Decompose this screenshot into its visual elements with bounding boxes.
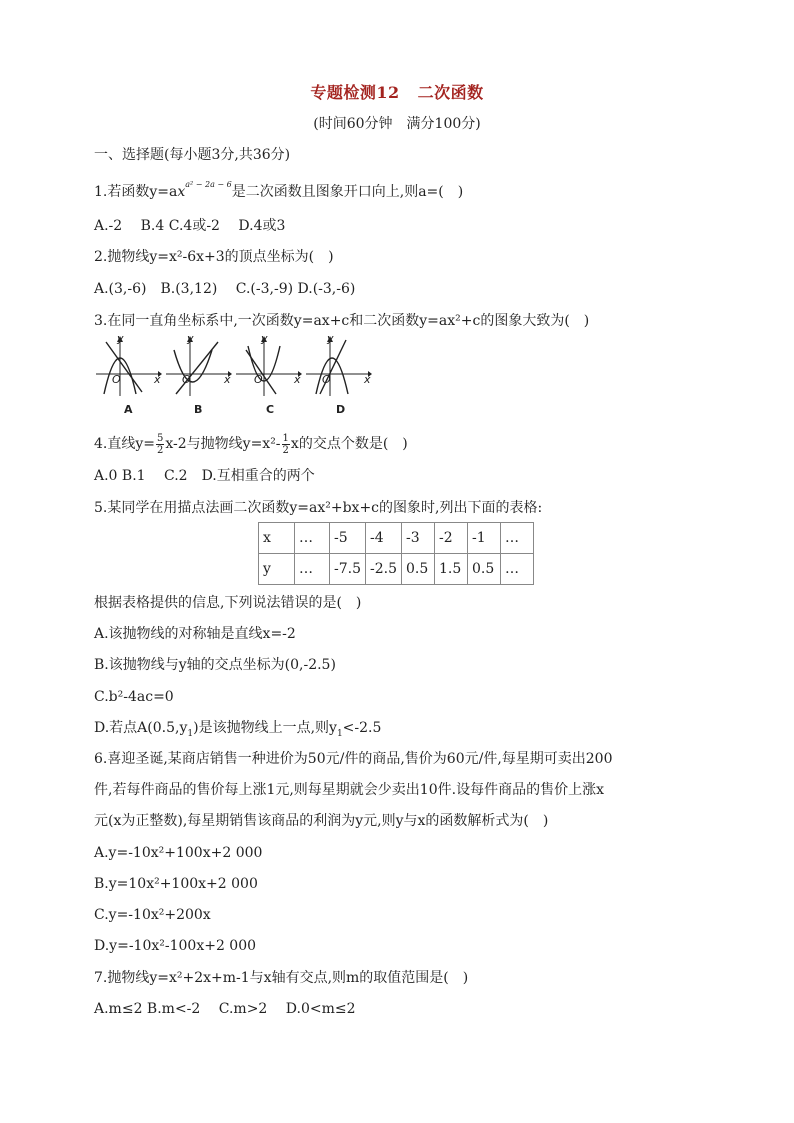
table-cell: 1.5 (435, 554, 468, 585)
value-table (258, 522, 534, 585)
question-5-option-c: C.b²-4ac=0 (94, 689, 174, 705)
table-cell: -2 (435, 523, 468, 554)
question-5-stem: 5.某同学在用描点法画二次函数y=ax²+bx+c的图象时,列出下面的表格: (94, 500, 543, 516)
fraction-5-2: $\frac{5}{2}$ (157, 432, 164, 456)
table-cell: … (501, 523, 534, 554)
table-cell: -3 (402, 523, 435, 554)
graph-b-y-label: y (187, 332, 194, 345)
graph-b-x-label: x (224, 373, 231, 386)
table-cell: y (259, 554, 295, 585)
graph-option-d (306, 332, 378, 416)
graph-c-origin: O (254, 373, 263, 386)
graph-b-label: B (194, 403, 203, 416)
section-heading: 一、选择题(每小题3分,共36分) (94, 147, 291, 163)
table-cell: x (259, 523, 295, 554)
question-3-stem: 3.在同一直角坐标系中,一次函数y=ax+c和二次函数y=ax²+c的图象大致为( ) (94, 313, 590, 329)
title-main: 专题检测12 (310, 83, 400, 102)
question-6-option-d: D.y=-10x²-100x+2 000 (94, 938, 257, 954)
graph-d-label: D (336, 403, 346, 416)
graph-a-origin: O (112, 373, 121, 386)
graph-b-origin: O (182, 373, 191, 386)
graph-d-x-label: x (364, 373, 371, 386)
table-cell: -1 (468, 523, 501, 554)
question-6-line-3: 元(x为正整数),每星期销售该商品的利润为y元,则y与x的函数解析式为( ) (94, 813, 549, 829)
table-cell: -4 (366, 523, 402, 554)
table-cell: -5 (330, 523, 366, 554)
graph-b-figure (166, 336, 238, 396)
graph-option-b (166, 332, 238, 416)
graph-option-c (236, 332, 308, 416)
question-6-option-c: C.y=-10x²+200x (94, 907, 211, 923)
graph-option-a (96, 332, 168, 416)
graph-a-label: A (124, 403, 133, 416)
graph-c-figure (236, 336, 308, 396)
table-cell: -2.5 (366, 554, 402, 585)
graph-a-x-label: x (154, 373, 161, 386)
question-5-option-a: A.该抛物线的对称轴是直线x=-2 (94, 626, 296, 642)
page-title (0, 80, 794, 103)
question-5-prompt: 根据表格提供的信息,下列说法错误的是( ) (94, 595, 362, 611)
graph-c-label: C (266, 403, 275, 416)
question-5-option-b: B.该抛物线与y轴的交点坐标为(0,-2.5) (94, 657, 336, 673)
graph-c-x-label: x (294, 373, 301, 386)
question-6-option-b: B.y=10x²+100x+2 000 (94, 876, 258, 892)
question-1-options: A.-2 B.4 C.4或-2 D.4或3 (94, 218, 286, 234)
question-7-stem: 7.抛物线y=x²+2x+m-1与x轴有交点,则m的取值范围是( ) (94, 970, 469, 986)
table-row-y (259, 554, 534, 585)
question-6-option-a: A.y=-10x²+100x+2 000 (94, 845, 263, 861)
page-subtitle: (时间60分钟 满分100分) (313, 116, 481, 132)
question-6-line-2: 件,若每件商品的售价每上涨1元,则每星期就会少卖出10件.设每件商品的售价上涨x (94, 782, 604, 798)
graph-d-y-label: y (327, 332, 334, 345)
question-6-line-1: 6.喜迎圣诞,某商店销售一种进价为50元/件的商品,售价为60元/件,每星期可卖出200 (94, 751, 613, 767)
question-7-options: A.m≤2 B.m<-2 C.m>2 D.0<m≤2 (94, 1001, 356, 1017)
table-cell: 0.5 (402, 554, 435, 585)
graph-d-figure (306, 336, 378, 396)
table-cell: … (295, 523, 330, 554)
table-cell: … (295, 554, 330, 585)
table-cell: … (501, 554, 534, 585)
graph-c-y-label: y (261, 332, 268, 345)
table-cell: -7.5 (330, 554, 366, 585)
question-1-stem: 1.若函数$y=ax^{a^2 - 2a - 6}$是二次函数且图象开口向上,则a=( ) (94, 180, 464, 200)
question-2-stem: 2.抛物线y=x²-6x+3的顶点坐标为( ) (94, 249, 334, 265)
graph-a-figure (96, 336, 168, 396)
graph-a-y-label: y (117, 332, 124, 345)
table-cell: 0.5 (468, 554, 501, 585)
question-2-options: A.(3,-6) B.(3,12) C.(-3,-9) D.(-3,-6) (94, 281, 356, 297)
question-4-stem: 4.直线y= $\frac{5}{2}$ x-2与抛物线y=x²- $\frac{1}{2}$ x的交点个数是( ) (94, 432, 408, 456)
title-topic: 二次函数 (417, 83, 484, 102)
table-row-x (259, 523, 534, 554)
question-4-options: A.0 B.1 C.2 D.互相重合的两个 (94, 468, 315, 484)
fraction-1-2: $\frac{1}{2}$ (282, 432, 289, 456)
graph-d-origin: O (322, 373, 331, 386)
question-5-option-d: D.若点$A(0.5,y_1)$是该抛物线上一点,则$y_1<-2.5$ (94, 720, 382, 739)
